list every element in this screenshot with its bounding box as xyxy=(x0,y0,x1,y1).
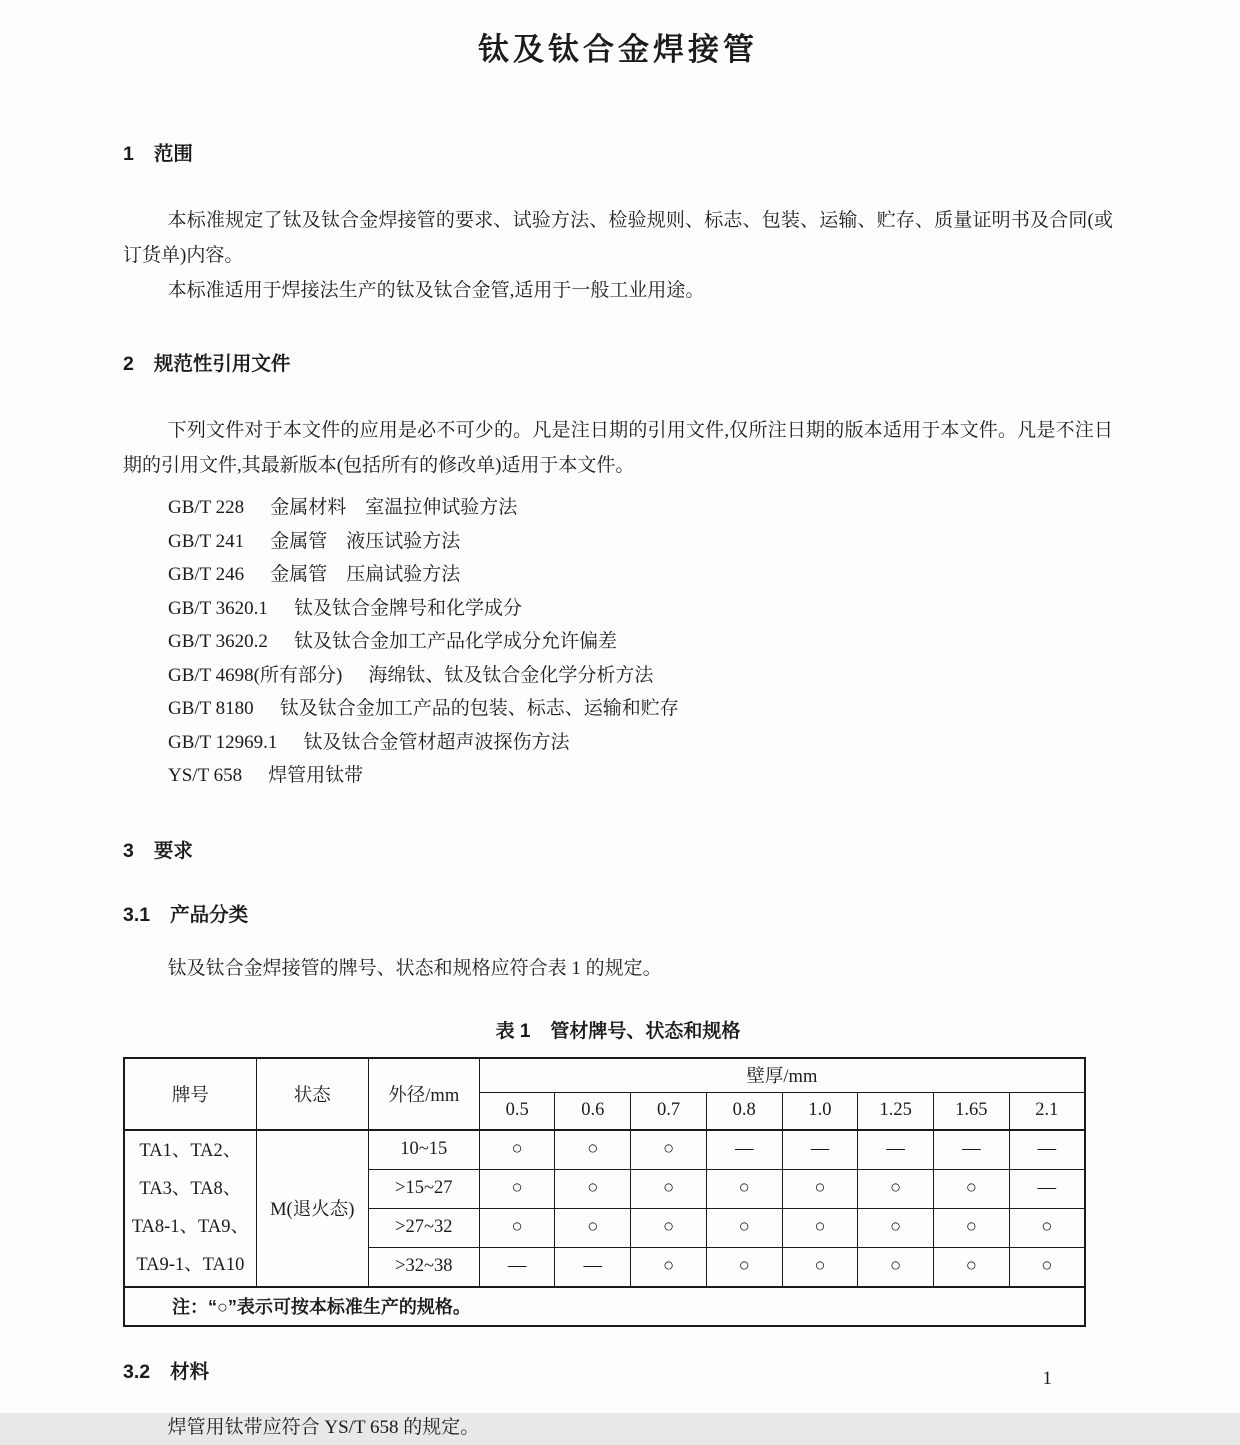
section-1-number: 1 xyxy=(123,143,134,165)
reference-title: 钛及钛合金管材超声波探伤方法 xyxy=(303,731,570,753)
reference-code: GB/T 3620.2 xyxy=(168,631,268,652)
reference-item xyxy=(123,525,1113,559)
reference-title: 钛及钛合金牌号和化学成分 xyxy=(293,597,522,619)
table-note: 注：“○”表示可按本标准生产的规格。 xyxy=(124,1287,1085,1326)
reference-title: 金属材料 室温拉伸试验方法 xyxy=(270,497,518,518)
section-2-heading xyxy=(123,352,1113,376)
wall-value: 0.5 xyxy=(479,1092,555,1130)
page-number: 1 xyxy=(1042,1368,1052,1389)
col-header-grade: 牌号 xyxy=(124,1058,256,1130)
table-1-caption-title: 管材牌号、状态和规格 xyxy=(550,1020,741,1042)
wall-value: 1.25 xyxy=(858,1092,934,1130)
reference-code: GB/T 246 xyxy=(168,564,245,585)
mark-cell: — xyxy=(555,1247,631,1287)
mark-cell: ○ xyxy=(1009,1247,1085,1287)
mark-cell: ○ xyxy=(631,1247,707,1287)
reference-code: GB/T 241 xyxy=(168,530,245,552)
reference-title: 焊管用钛带 xyxy=(268,765,364,786)
mark-cell: ○ xyxy=(782,1247,858,1287)
reference-title: 金属管 液压试验方法 xyxy=(270,530,461,552)
reference-title: 钛及钛合金加工产品化学成分允许偏差 xyxy=(293,631,617,652)
section-3-1-title: 产品分类 xyxy=(170,903,249,926)
section-3-number: 3 xyxy=(123,839,134,862)
mark-cell: — xyxy=(934,1130,1010,1170)
section-1-paragraph-1: 本标准规定了钛及钛合金焊接管的要求、试验方法、检验规则、标志、包装、运输、贮存、质量证明书及合同(或订货单)内容。 xyxy=(123,210,1113,266)
reference-item xyxy=(123,759,1113,793)
col-header-state: 状态 xyxy=(256,1058,368,1130)
table-1-caption xyxy=(123,1016,1113,1043)
reference-code: YS/T 658 xyxy=(168,765,243,786)
mark-cell: ○ xyxy=(706,1169,782,1208)
table-1-caption-label: 表 1 xyxy=(495,1020,531,1042)
mark-cell: ○ xyxy=(782,1208,858,1247)
section-2-paragraph-1: 下列文件对于本文件的应用是必不可少的。凡是注日期的引用文件,仅所注日期的版本适用于本文件。凡是不注日期的引用文件,其最新版本(包括所有的修改单)适用于本文件。 xyxy=(123,420,1113,476)
reference-item xyxy=(123,491,1113,525)
mark-cell: — xyxy=(706,1130,782,1170)
section-3-1-paragraph-1: 钛及钛合金焊接管的牌号、状态和规格应符合表 1 的规定。 xyxy=(167,957,662,979)
grade-line: TA9-1、TA10 xyxy=(136,1255,245,1275)
mark-cell: ○ xyxy=(858,1247,934,1287)
section-3-1-number: 3.1 xyxy=(123,903,151,926)
mark-cell: ○ xyxy=(479,1208,555,1247)
od-cell: 10~15 xyxy=(368,1130,479,1170)
reference-title: 钛及钛合金加工产品的包装、标志、运输和贮存 xyxy=(279,698,679,719)
table-note-row xyxy=(124,1287,1085,1326)
section-3-title: 要求 xyxy=(153,839,193,862)
mark-cell: — xyxy=(1009,1169,1085,1208)
grade-line: TA3、TA8、 xyxy=(139,1179,242,1199)
mark-cell: ○ xyxy=(631,1169,707,1208)
section-3-2-title: 材料 xyxy=(170,1360,210,1383)
section-3-2-number: 3.2 xyxy=(123,1360,151,1383)
mark-cell: — xyxy=(479,1247,555,1287)
section-1-heading xyxy=(123,142,1113,166)
section-3-1-heading xyxy=(123,903,1113,927)
mark-cell: ○ xyxy=(934,1169,1010,1208)
table-1-grades-states-specs xyxy=(123,1057,1086,1327)
table-row xyxy=(124,1130,1085,1170)
mark-cell: ○ xyxy=(555,1208,631,1247)
mark-cell: ○ xyxy=(782,1169,858,1208)
mark-cell: ○ xyxy=(555,1169,631,1208)
reference-code: GB/T 228 xyxy=(168,497,245,518)
mark-cell: ○ xyxy=(555,1130,631,1170)
reference-code: GB/T 12969.1 xyxy=(168,731,278,753)
section-1-paragraph-2: 本标准适用于焊接法生产的钛及钛合金管,适用于一般工业用途。 xyxy=(167,280,705,301)
grade-line: TA8-1、TA9、 xyxy=(131,1217,249,1237)
reference-item xyxy=(123,558,1113,592)
mark-cell: ○ xyxy=(934,1247,1010,1287)
wall-value: 0.6 xyxy=(555,1092,631,1130)
mark-cell: ○ xyxy=(479,1169,555,1208)
section-2-number: 2 xyxy=(123,353,134,375)
reference-item xyxy=(123,625,1113,659)
od-cell: >15~27 xyxy=(368,1169,479,1208)
od-cell: >27~32 xyxy=(368,1208,479,1247)
section-1-title: 范围 xyxy=(153,143,193,165)
reference-code: GB/T 8180 xyxy=(168,698,254,719)
wall-value: 1.65 xyxy=(934,1092,1010,1130)
mark-cell: ○ xyxy=(858,1208,934,1247)
od-cell: >32~38 xyxy=(368,1247,479,1287)
section-3-2-paragraph-1: 焊管用钛带应符合 YS/T 658 的规定。 xyxy=(167,1416,480,1438)
wall-value: 0.7 xyxy=(631,1092,707,1130)
normative-reference-list xyxy=(123,491,1113,793)
col-header-outer-diameter: 外径/mm xyxy=(368,1058,479,1130)
grade-line: TA1、TA2、 xyxy=(139,1141,242,1161)
mark-cell: — xyxy=(1009,1130,1085,1170)
section-3-heading xyxy=(123,839,1113,863)
wall-value: 2.1 xyxy=(1009,1092,1085,1130)
reference-item xyxy=(123,726,1113,760)
table-header-row-1 xyxy=(124,1058,1085,1093)
reference-item xyxy=(123,592,1113,626)
wall-value: 0.8 xyxy=(706,1092,782,1130)
mark-cell: — xyxy=(858,1130,934,1170)
col-header-wall-thickness: 壁厚/mm xyxy=(479,1058,1085,1093)
mark-cell: — xyxy=(782,1130,858,1170)
reference-code: GB/T 3620.1 xyxy=(168,597,268,619)
reference-item xyxy=(123,692,1113,726)
mark-cell: ○ xyxy=(1009,1208,1085,1247)
mark-cell: ○ xyxy=(706,1247,782,1287)
mark-cell: ○ xyxy=(858,1169,934,1208)
document-title: 钛及钛合金焊接管 xyxy=(478,32,758,67)
reference-title: 金属管 压扁试验方法 xyxy=(270,564,461,585)
grade-cell xyxy=(124,1130,256,1287)
mark-cell: ○ xyxy=(479,1130,555,1170)
reference-code: GB/T 4698(所有部分) xyxy=(168,664,343,686)
mark-cell: ○ xyxy=(631,1208,707,1247)
mark-cell: ○ xyxy=(631,1130,707,1170)
wall-value: 1.0 xyxy=(782,1092,858,1130)
section-3-2-heading xyxy=(123,1360,1113,1384)
section-2-title: 规范性引用文件 xyxy=(153,353,291,375)
mark-cell: ○ xyxy=(706,1208,782,1247)
state-cell: M(退火态) xyxy=(256,1130,368,1287)
reference-title: 海绵钛、钛及钛合金化学分析方法 xyxy=(368,664,654,686)
mark-cell: ○ xyxy=(934,1208,1010,1247)
reference-item xyxy=(123,659,1113,693)
